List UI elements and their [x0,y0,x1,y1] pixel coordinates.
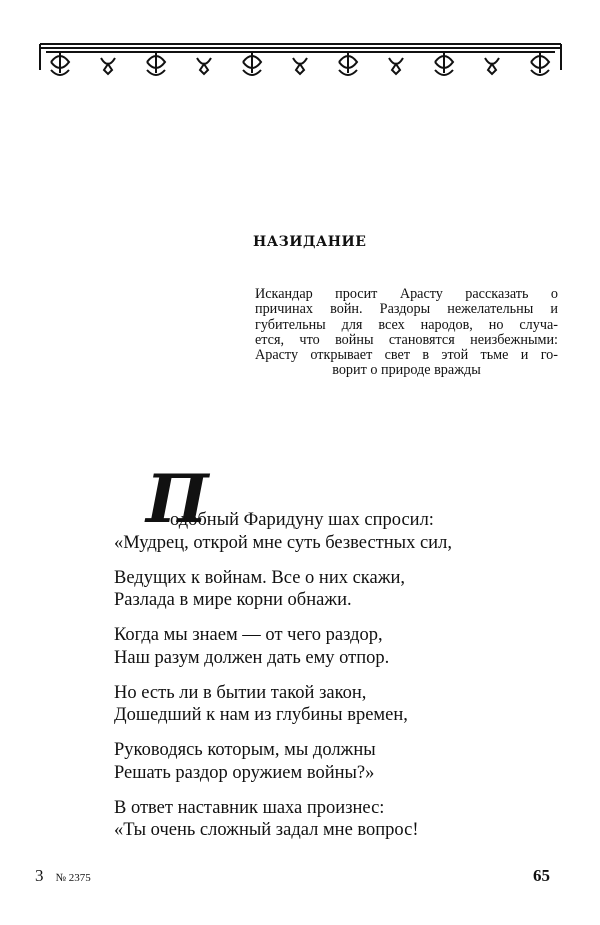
epigraph-line: ется, что войны становятся неизбежными: [255,331,558,348]
ornament-knot [485,58,499,74]
epigraph-line: причинах войн. Раздоры нежелательны и [255,301,558,318]
poem-line: Руководясь которым, мы должны [114,740,376,760]
ornament-knot [51,53,69,75]
stanza [114,567,452,612]
poem-line: В ответ наставник шаха произнес: [114,797,385,818]
order-number: № 2375 [55,872,91,884]
page-number: 65 [533,866,550,885]
stanza [114,682,452,727]
decorative-ornament-border [38,40,563,82]
ornament-knot [197,58,211,74]
ornament-knot [243,53,261,75]
printer-signature [35,866,91,886]
ornament-knot [389,58,403,74]
stanza [114,509,452,554]
epigraph-line: губительны для всех народов, но случа- [255,316,558,333]
ornament-knot [101,58,115,74]
poem-line: Но есть ли в бытии такой закон, [114,682,367,703]
poem-line: Решать раздор оружием войны?» [114,762,375,783]
epigraph-line: Арасту открывает свет в этой тьме и го- [255,347,558,364]
poem-line: Ведущих к войнам. Все о них скажи, [114,567,406,588]
ornament-knot [531,53,549,75]
signature-mark: 3 [35,866,44,885]
poem-line: «Ты очень сложный задал мне вопрос! [114,820,419,840]
ornament-knot [339,53,357,75]
ornament-knot [435,53,453,75]
poem-line: Когда мы знаем — от чего раздор, [114,625,383,645]
epigraph-line: Искандар просит Арасту рассказать о [255,286,558,302]
stanza [114,739,452,784]
poem-line: Разлада в мире корни обнажи. [114,590,352,610]
poem-line: «Мудрец, открой мне суть безвестных сил, [114,532,452,553]
poem-line: Наш разум должен дать ему отпор. [114,647,390,668]
epigraph-line: ворит о природе вражды [332,362,481,379]
ornament-knot [293,58,307,74]
poem [114,509,452,854]
poem-line: Дошедший к нам из глубины времен, [114,705,408,725]
ornament-knot [147,53,165,75]
chapter-title: НАЗИДАНИЕ [253,234,367,250]
stanza [114,797,452,842]
epigraph [255,287,558,379]
drop-cap: П [146,460,209,538]
poem-line: одобный Фаридуну шах спросил: [170,510,434,530]
stanza [114,624,452,669]
